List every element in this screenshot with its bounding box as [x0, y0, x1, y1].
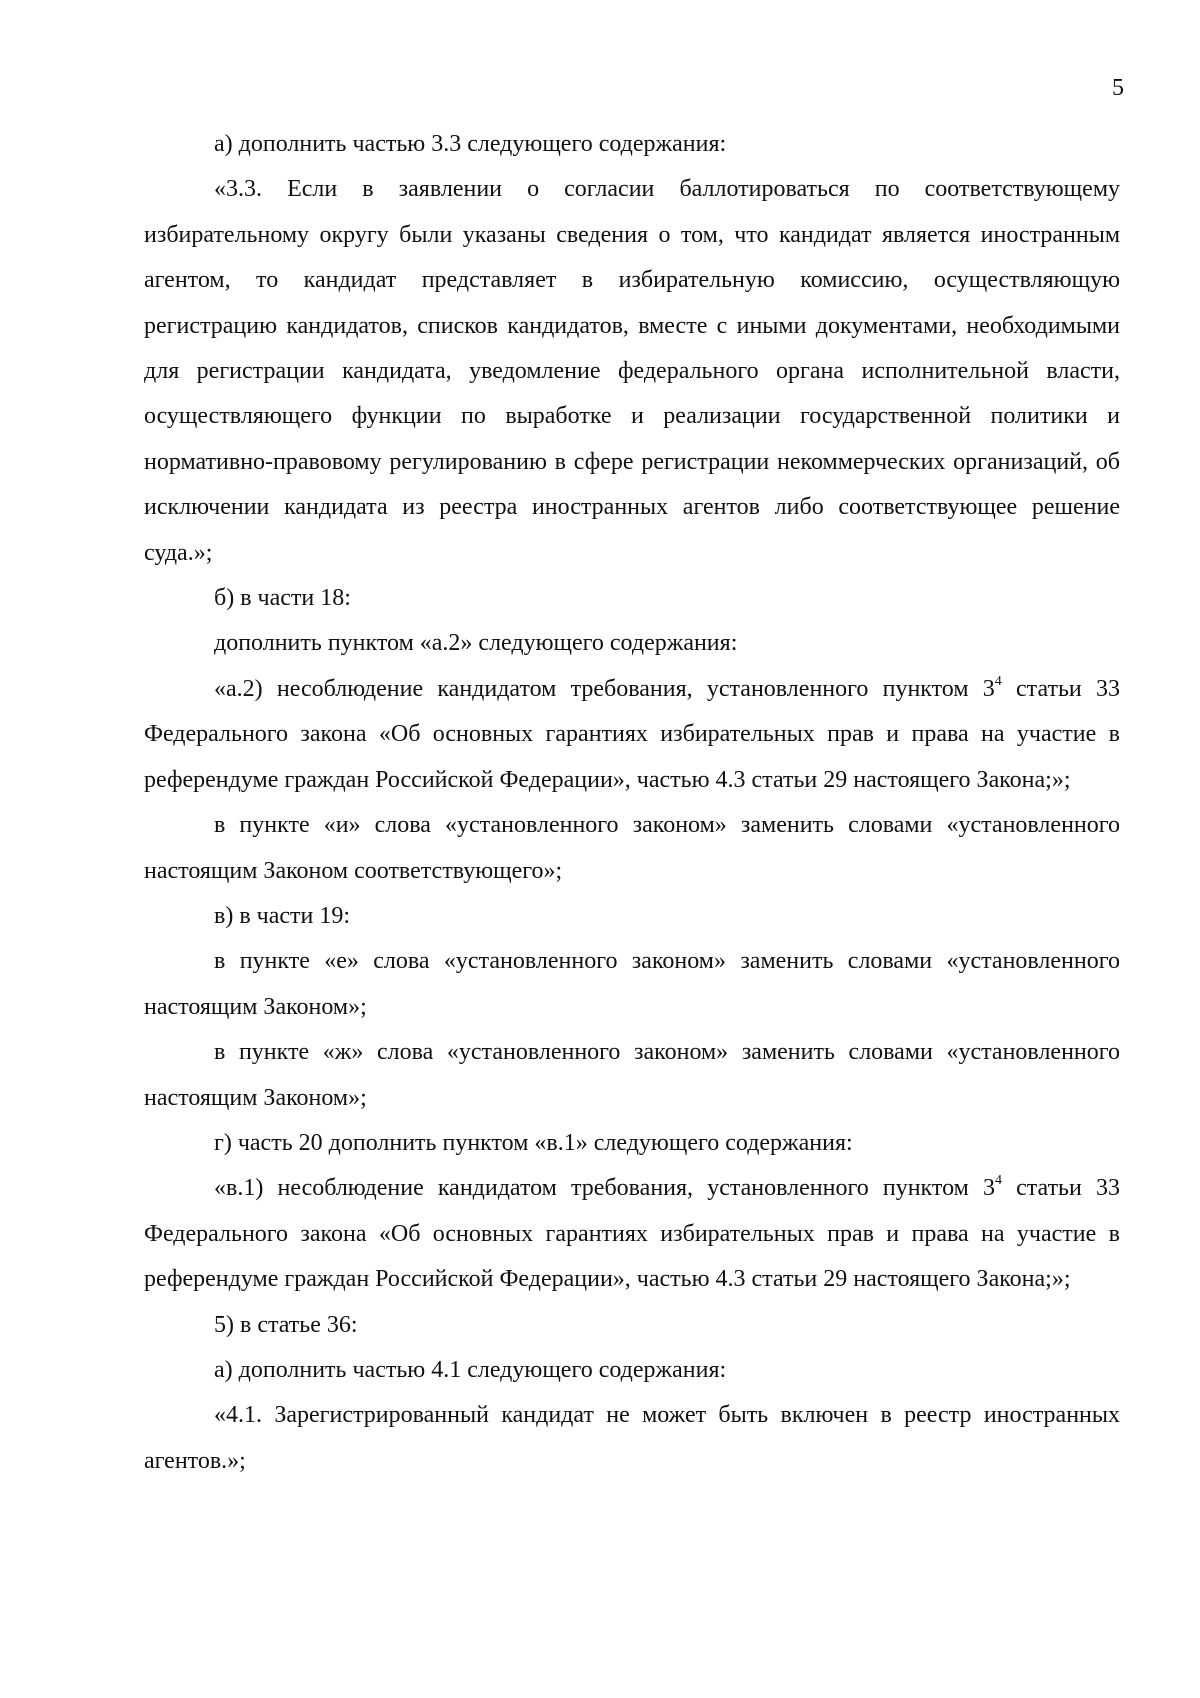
page-number: 5 [1112, 75, 1124, 101]
paragraph-a2-text-end: статьи 33 Федерального закона «Об основных гарантиях избирательных прав и права на участие в референдуме граждан Российской Федерации», частью 4.3 статьи 29 настоящего Закона;»; [144, 675, 1120, 793]
paragraph-a2-text-start: «а.2) несоблюдение кандидатом требования, установленного пунктом 3 [214, 675, 995, 702]
superscript-4: 4 [994, 673, 1002, 689]
document-body [144, 122, 1120, 1484]
paragraph-item-e: в пункте «е» слова «установленного законом» заменить словами «установленного настоящим Законом»; [144, 948, 1120, 1020]
paragraph-part-3-3-text: «3.3. Если в заявлении о согласии баллотироваться по соответствующему избирательному округу были указаны сведения о том, что кандидат является иностранным агентом, то кандидат представляет в избирательную комиссию, осуществляющую регистрацию кандидатов, списков кандидатов, вместе с иными документами, необходимыми для регистрации кандидата, уведомление федерального органа исполнительной власти, осуществляющего функции по выработке и реализации государственной политики и нормативно-правовому регулированию в сфере регистрации некоммерческих организаций, об исключении кандидата из реестра иностранных агентов либо соответствующее решение суда.»; [144, 176, 1120, 566]
superscript-4: 4 [994, 1173, 1002, 1189]
paragraph-add-a2: дополнить пунктом «а.2» следующего содержания: [214, 630, 738, 657]
paragraph-amend-part-3-3: а) дополнить частью 3.3 следующего содержания: [214, 131, 727, 157]
paragraph-part-4-1-text: «4.1. Зарегистрированный кандидат не может быть включен в реестр иностранных агентов.»; [144, 1402, 1120, 1474]
paragraph-v1-text-start: «в.1) несоблюдение кандидатом требования, установленного пунктом 3 [214, 1175, 995, 1202]
paragraph-part-19: в) в части 19: [214, 902, 351, 929]
paragraph-part-20: г) часть 20 дополнить пунктом «в.1» следующего содержания: [214, 1129, 853, 1156]
paragraph-part-18: б) в части 18: [214, 585, 351, 612]
paragraph-article-36: 5) в статье 36: [214, 1311, 358, 1338]
paragraph-a2-text [144, 667, 1120, 803]
paragraph-v1-text-end: статьи 33 Федерального закона «Об основных гарантиях избирательных прав и права на участие в референдуме граждан Российской Федерации», частью 4.3 статьи 29 настоящего Закона;»; [144, 1175, 1120, 1293]
paragraph-amend-part-4-1: а) дополнить частью 4.1 следующего содержания: [214, 1356, 727, 1383]
paragraph-item-i: в пункте «и» слова «установленного законом» заменить словами «установленного настоящим Законом соответствующего»; [144, 812, 1120, 884]
paragraph-item-zh: в пункте «ж» слова «установленного законом» заменить словами «установленного настоящим Законом»; [144, 1039, 1120, 1111]
paragraph-v1-text [144, 1166, 1120, 1302]
